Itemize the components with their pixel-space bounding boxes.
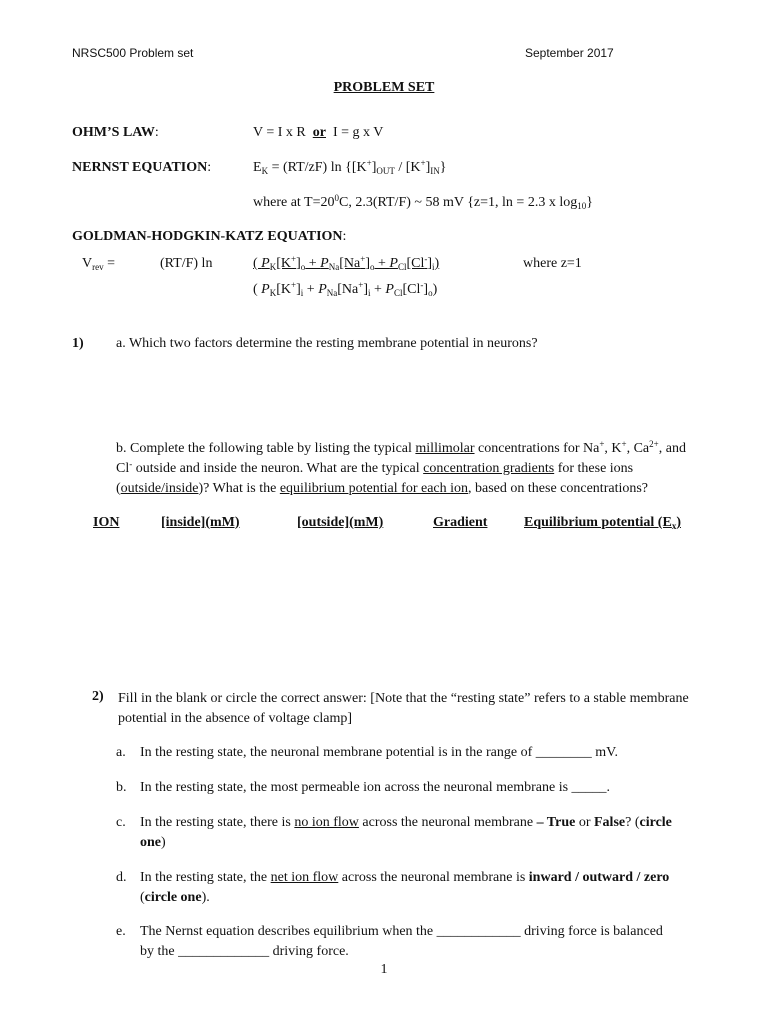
- table-header-inside: [inside](mM): [161, 515, 240, 530]
- header-date: September 2017: [525, 46, 614, 60]
- ghk-denominator: ( $P_K[K^+]_i + P_{Na}[Na^+]_i + P_{Cl}[Cl^-]_o$): [253, 280, 438, 298]
- ghk-rtf: (RT/F) ln: [160, 256, 213, 271]
- question-2-intro: Fill in the blank or circle the correct answer: [Note that the “resting state” refers to a stable membrane potential in the absence of voltage clamp]: [118, 691, 689, 726]
- ohms-law-equation: V = I x R or I = g x V: [253, 125, 384, 140]
- nernst-note: where at $T=20^0C$, 2.3(RT/F) ~ 58 mV {z=1, ln = 2.3 x $\log_{10}$}: [253, 193, 593, 211]
- page-title: PROBLEM SET: [333, 80, 435, 95]
- page-number: 1: [380, 962, 388, 977]
- table-header-gradient: Gradient: [433, 515, 488, 530]
- table-header-outside: [outside](mM): [297, 515, 384, 530]
- question-1a: a. Which two factors determine the resting membrane potential in neurons?: [116, 336, 538, 351]
- ghk-numerator: ( $P_K[K^+]_o + P_{Na}[Na^+]_o + P_{Cl}[Cl^-]_i$): [253, 254, 440, 272]
- ghk-vrev: $V_{rev}$ =: [82, 256, 116, 272]
- table-header-equilibrium: Equilibrium potential $(E_x)$: [524, 515, 681, 531]
- table-header-ion: ION: [93, 515, 120, 530]
- question-2-number: 2): [92, 689, 104, 704]
- ghk-where: where z=1: [523, 256, 582, 271]
- question-1b: b. Complete the following table by listing the typical millimolar concentrations for Na+, K+, $Ca^{2+}$, and Cl- outside and inside the neuron. What are the typical concentration gradients for these ions (outside/inside)? What is the equilibrium potential for each ion, based on these concentrations?: [116, 439, 686, 496]
- nernst-equation: $E_K = (RT/zF)$ $\ln \{[K^+]_{OUT} / [K^+]_{IN}\}$: [253, 158, 447, 176]
- header-course: NRSC500 Problem set: [72, 46, 194, 60]
- nernst-label: NERNST EQUATION:: [72, 160, 212, 175]
- question-1-number: 1): [72, 336, 84, 351]
- ohms-law-label: OHM’S LAW:: [72, 125, 159, 140]
- ghk-label: GOLDMAN-HODGKIN-KATZ EQUATION:: [72, 229, 347, 244]
